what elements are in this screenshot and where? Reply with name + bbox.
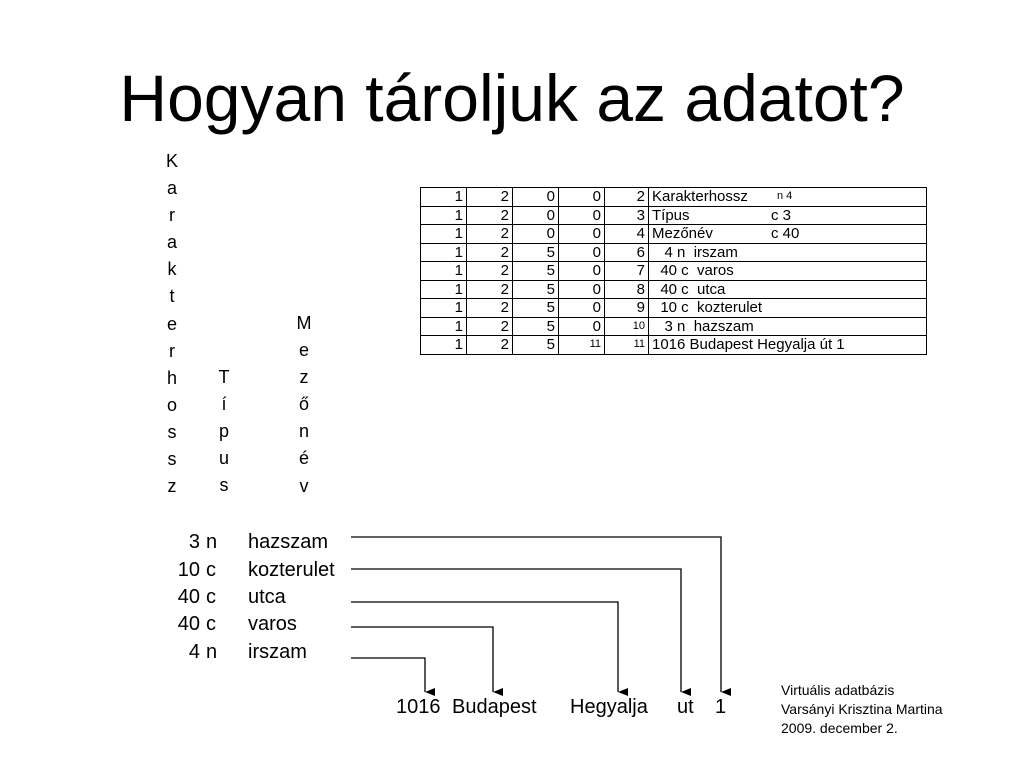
mezonev-letter: ő: [298, 394, 309, 415]
tipus-letter: p: [218, 421, 229, 442]
field-type: c: [206, 613, 216, 635]
desc-type: c 40: [771, 225, 800, 243]
desc-text: 1016 Budapest Hegyalja út 1: [652, 336, 845, 354]
address-zip: 1016: [396, 696, 441, 718]
arrow-kozterulet: [351, 569, 681, 692]
table-cell-c3: 0: [513, 206, 559, 225]
table-cell-c3: 0: [513, 188, 559, 207]
karakterhossz-letter: s: [167, 449, 177, 470]
field-name: utca: [248, 586, 286, 608]
mezonev-letter: v: [299, 475, 309, 496]
desc-text: 40 c utca: [652, 280, 726, 298]
table-cell-c2: 2: [467, 243, 513, 262]
desc-text: 10 c kozterulet: [652, 299, 763, 317]
field-name: irszam: [248, 641, 307, 663]
mezonev-letter: n: [298, 421, 309, 442]
mezonev-letter: z: [299, 367, 309, 388]
arrow-varos: [351, 627, 493, 692]
address-city: Budapest: [452, 696, 537, 718]
footer-line-3: 2009. december 2.: [781, 720, 898, 736]
table-cell-c3: 5: [513, 336, 559, 355]
karakterhossz-letter: z: [167, 476, 177, 497]
table-cell-c5: 11: [605, 336, 649, 355]
table-cell-c3: 5: [513, 280, 559, 299]
mezonev-letter: é: [298, 448, 309, 469]
table-cell-c2: 2: [467, 317, 513, 336]
footer: [781, 681, 943, 738]
desc-text: 3 n hazszam: [652, 317, 754, 335]
field-length: 4: [188, 641, 200, 663]
table-cell-c4: 0: [559, 299, 605, 318]
table-cell-c5: 2: [605, 188, 649, 207]
karakterhossz-letter: o: [166, 394, 177, 415]
karakterhossz-letter: k: [167, 259, 177, 280]
desc-text: 4 n irszam: [652, 243, 738, 261]
mezonev-letter: M: [296, 313, 312, 333]
table-cell-c1: 1: [421, 280, 467, 299]
table-cell-c1: 1: [421, 299, 467, 318]
field-length: 3: [188, 531, 200, 553]
field-type: c: [206, 586, 216, 608]
table-cell-c5: 4: [605, 225, 649, 244]
table-cell-c2: 2: [467, 188, 513, 207]
table-cell-c5: 8: [605, 280, 649, 299]
table-cell-c5: 9: [605, 299, 649, 318]
tipus-letter: í: [221, 394, 227, 415]
slide-title: Hogyan tároljuk az adatot?: [119, 61, 905, 135]
table-cell-c5: 6: [605, 243, 649, 262]
desc-type: c 3: [771, 206, 792, 224]
table-cell-c4: 0: [559, 188, 605, 207]
field-length: 40: [177, 613, 200, 635]
karakterhossz-letter: a: [166, 178, 177, 199]
field-name: kozterulet: [248, 559, 335, 581]
desc-type: n 4: [777, 190, 793, 203]
field-length: 40: [177, 586, 200, 608]
footer-line-2: Varsányi Krisztina Martina: [781, 701, 943, 717]
karakterhossz-letter: a: [166, 232, 177, 253]
table-cell-c1: 1: [421, 262, 467, 281]
arrow-irszam: [351, 658, 425, 692]
karakterhossz-letter: e: [166, 313, 177, 334]
table-cell-c3: 5: [513, 243, 559, 262]
table-cell-c3: 5: [513, 299, 559, 318]
karakterhossz-letter: h: [166, 367, 177, 388]
table-cell-c1: 1: [421, 225, 467, 244]
table-cell-c1: 1: [421, 188, 467, 207]
desc-text: Mezőnév: [652, 225, 713, 243]
footer-line-1: Virtuális adatbázis: [781, 682, 895, 698]
table-cell-c4: 0: [559, 262, 605, 281]
desc-text: Karakterhossz: [652, 188, 748, 206]
field-type: c: [206, 559, 216, 581]
table-cell-c2: 2: [467, 262, 513, 281]
table-cell-c4: 0: [559, 225, 605, 244]
arrow-utca: [351, 602, 618, 692]
karakterhossz-letter: s: [167, 421, 177, 442]
address-house-number: 1: [715, 696, 727, 718]
table-cell-c1: 1: [421, 336, 467, 355]
table-cell-c4: 0: [559, 206, 605, 225]
table-cell-c1: 1: [421, 243, 467, 262]
table-cell-c2: 2: [467, 299, 513, 318]
tipus-letter: T: [218, 367, 230, 387]
table-cell-c4: 11: [559, 336, 605, 355]
table-cell-c4: 0: [559, 243, 605, 262]
table-cell-c5: 3: [605, 206, 649, 225]
karakterhossz-letter: r: [169, 340, 175, 361]
field-name: varos: [248, 613, 297, 635]
table-cell-c1: 1: [421, 206, 467, 225]
table-cell-c4: 0: [559, 280, 605, 299]
table-cell-c2: 2: [467, 280, 513, 299]
field-type: n: [206, 641, 218, 663]
karakterhossz-letter: t: [169, 286, 175, 307]
table-cell-c1: 1: [421, 317, 467, 336]
field-type: n: [206, 531, 218, 553]
karakterhossz-letter: K: [165, 151, 178, 171]
field-length: 10: [177, 559, 200, 581]
karakterhossz-letter: r: [169, 205, 175, 226]
tipus-letter: s: [219, 475, 229, 496]
table-cell-c5: 10: [605, 317, 649, 336]
table-cell-c4: 0: [559, 317, 605, 336]
table-cell-c3: 0: [513, 225, 559, 244]
field-name: hazszam: [248, 531, 329, 553]
table-cell-c2: 2: [467, 206, 513, 225]
desc-text: 40 c varos: [652, 262, 734, 280]
address-street: Hegyalja: [570, 696, 648, 718]
table-cell-c2: 2: [467, 336, 513, 355]
table-cell-c3: 5: [513, 262, 559, 281]
mezonev-letter: e: [298, 340, 309, 361]
table-cell-c3: 5: [513, 317, 559, 336]
arrow-hazszam: [351, 537, 721, 692]
desc-text: Típus: [652, 206, 690, 224]
table-cell-c5: 7: [605, 262, 649, 281]
table-cell-c2: 2: [467, 225, 513, 244]
tipus-letter: u: [218, 448, 229, 469]
address-street-type: ut: [677, 696, 694, 718]
